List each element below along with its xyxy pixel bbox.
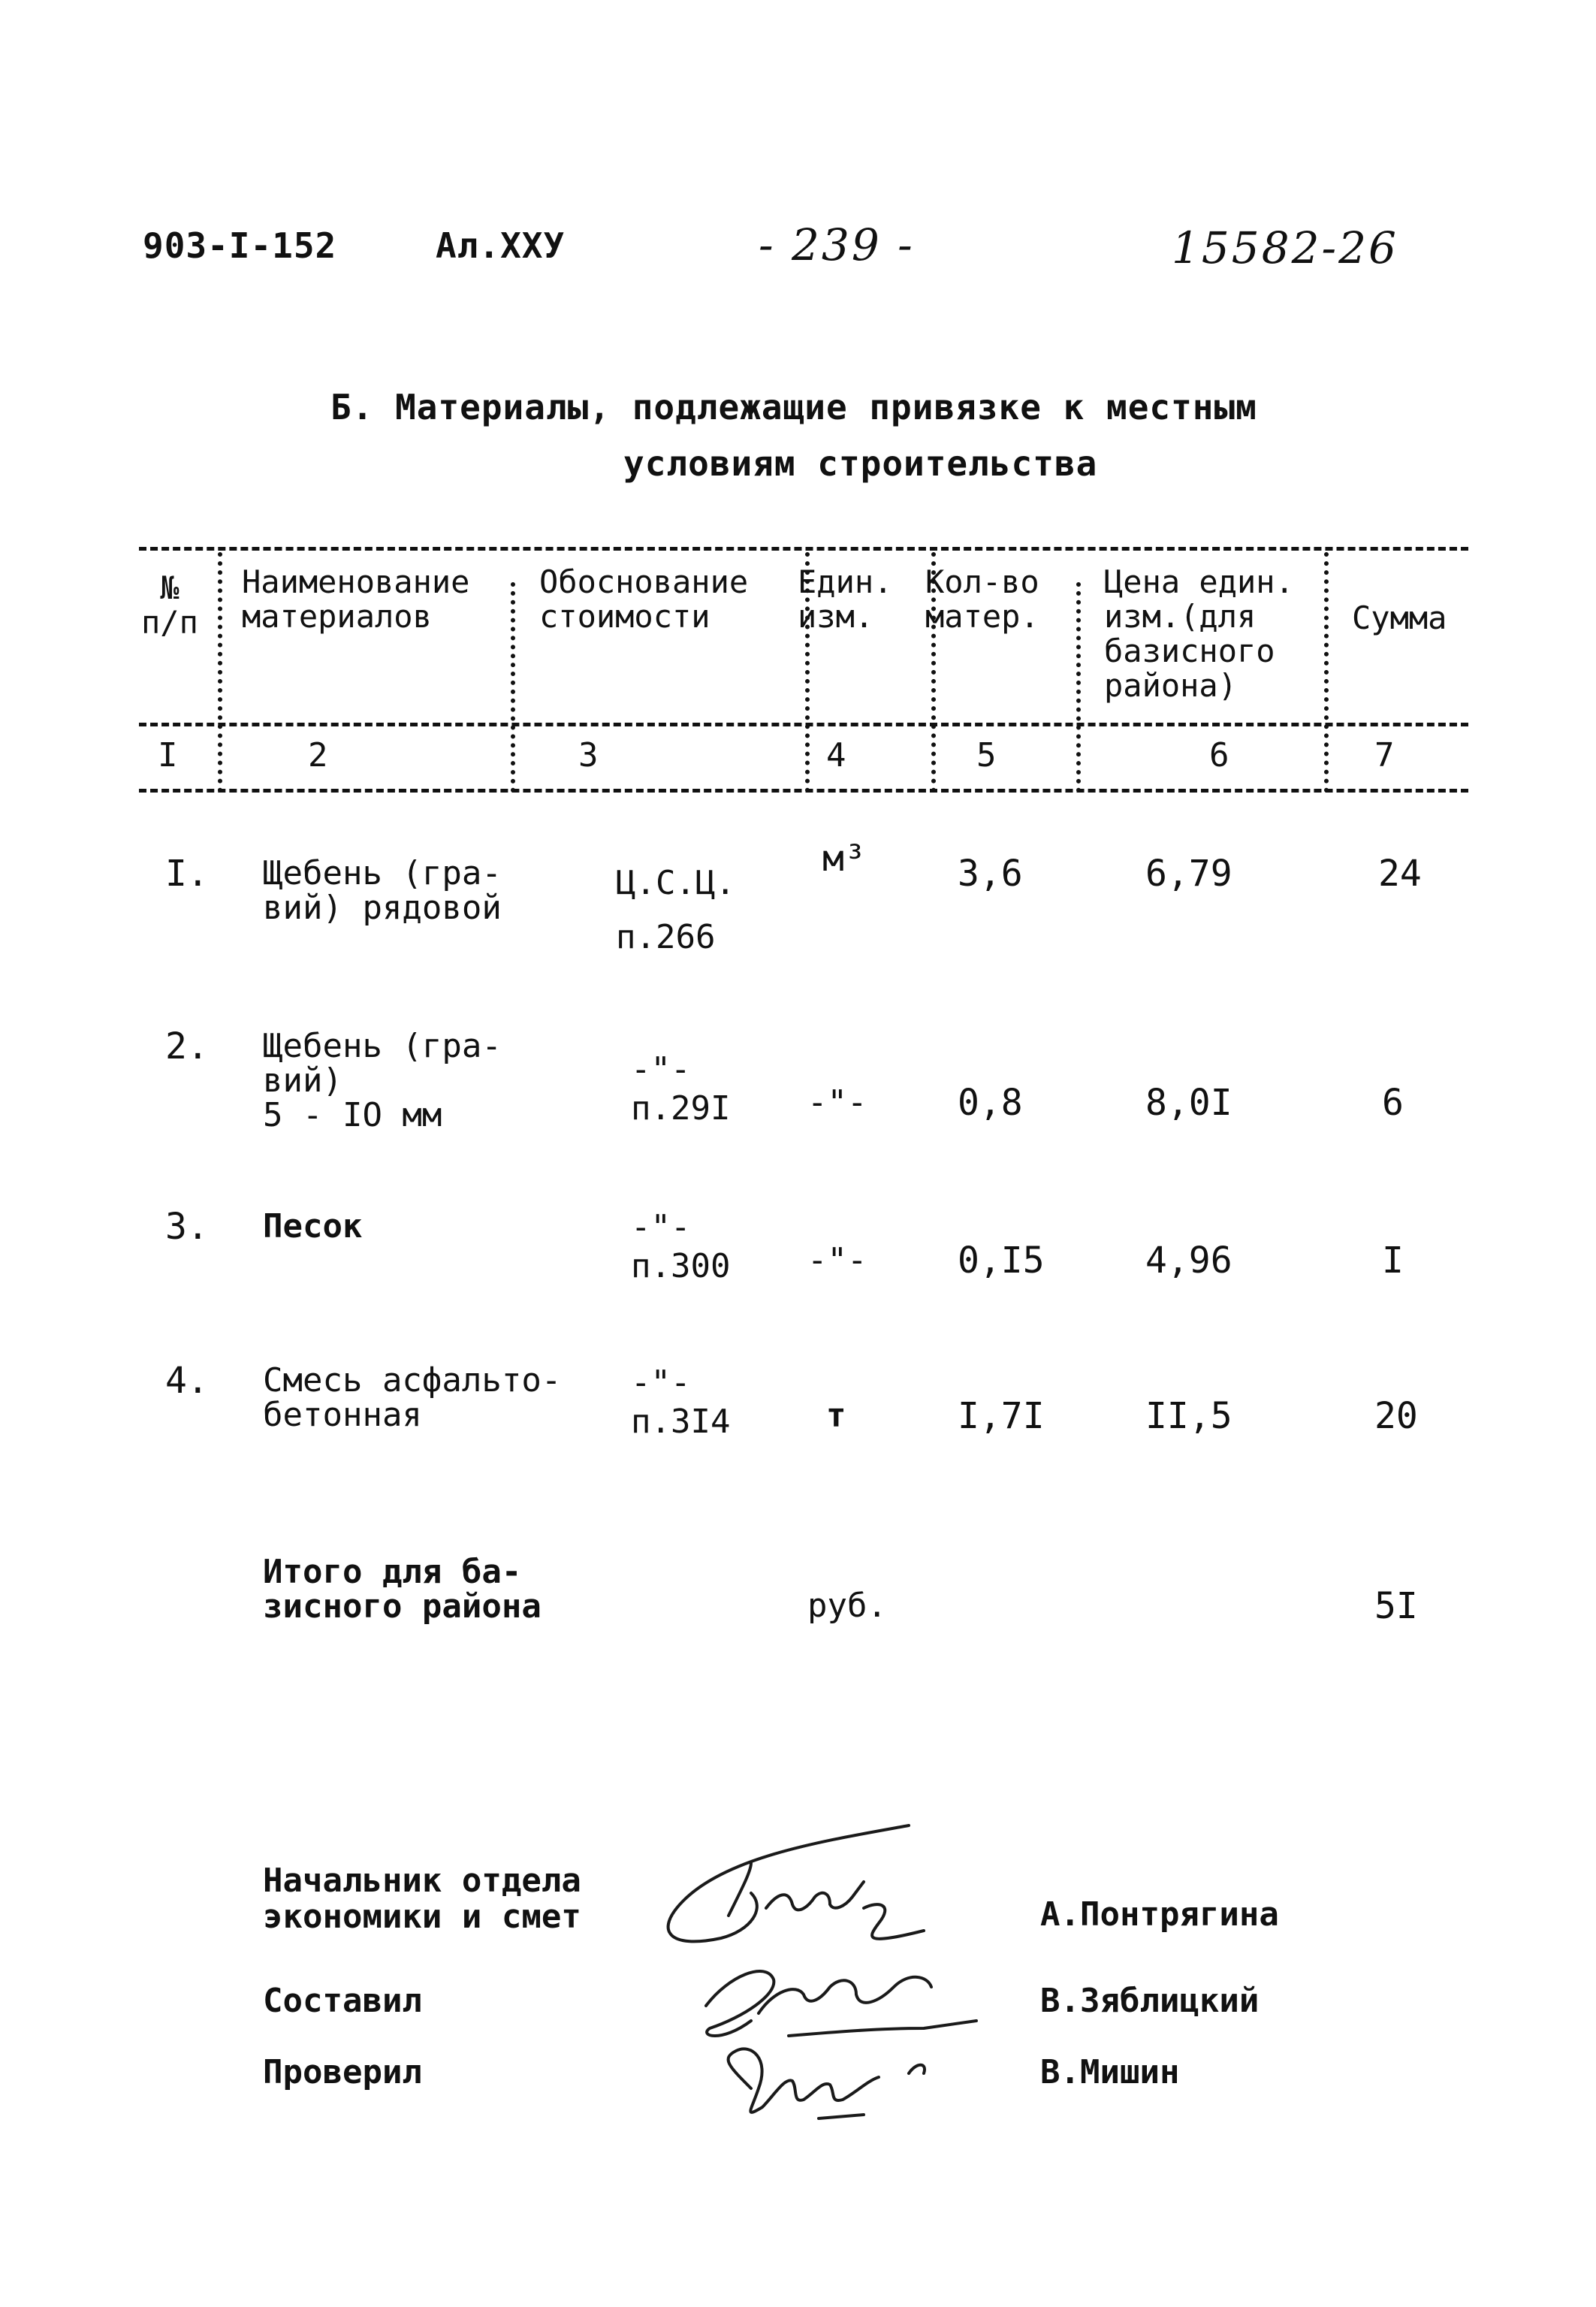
unit-price: 4,96 bbox=[1145, 1240, 1232, 1282]
signatory-name: В.Зяблицкий bbox=[1040, 1982, 1260, 2020]
header-quantity: Кол-во матер. bbox=[925, 563, 1039, 635]
signature-scribble bbox=[668, 1825, 924, 1941]
header-unit: Един. изм. bbox=[798, 563, 893, 635]
column-number: 5 bbox=[976, 736, 997, 775]
row-sum: 6 bbox=[1382, 1082, 1404, 1124]
header-number: № п/п bbox=[141, 569, 198, 641]
unit: -"- bbox=[807, 1083, 867, 1122]
row-number: 2. bbox=[165, 1025, 209, 1067]
unit: т bbox=[826, 1397, 846, 1435]
column-separator bbox=[1076, 582, 1081, 793]
page-number: - 239 - bbox=[759, 219, 915, 270]
column-number: 7 bbox=[1374, 736, 1395, 775]
signature-role: Проверил bbox=[263, 2053, 422, 2091]
doc-code: 903-I-152 bbox=[143, 225, 337, 266]
column-separator bbox=[218, 552, 222, 793]
unit-price: II,5 bbox=[1145, 1395, 1232, 1437]
quantity: 3,6 bbox=[958, 853, 1023, 895]
material-name: Смесь асфальто- бетонная bbox=[263, 1361, 562, 1434]
column-number: 2 bbox=[308, 736, 328, 775]
quantity: 0,I5 bbox=[958, 1240, 1045, 1282]
column-number: I bbox=[158, 736, 178, 775]
total-sum: 5I bbox=[1374, 1585, 1418, 1627]
signature-role: Составил bbox=[263, 1982, 422, 2020]
row-number: 3. bbox=[165, 1206, 209, 1248]
unit: м³ bbox=[822, 838, 866, 880]
row-number: 4. bbox=[165, 1360, 209, 1402]
signature-scribble bbox=[729, 2049, 925, 2118]
column-number: 6 bbox=[1209, 736, 1229, 775]
column-number: 4 bbox=[826, 736, 846, 775]
header-material-name: Наименование материалов bbox=[242, 563, 470, 635]
album-number: Ал.XXУ bbox=[436, 225, 566, 266]
total-label: Итого для ба- зисного района bbox=[263, 1553, 542, 1626]
unit: -"- bbox=[807, 1241, 867, 1279]
cost-basis: Ц.С.Ц. п.266 bbox=[616, 864, 735, 956]
column-separator bbox=[511, 582, 515, 793]
quantity: I,7I bbox=[958, 1395, 1045, 1437]
cost-basis: -"- п.29I bbox=[631, 1050, 731, 1128]
row-sum: 20 bbox=[1374, 1395, 1418, 1437]
signatory-name: А.Понтрягина bbox=[1040, 1895, 1279, 1934]
total-unit: руб. bbox=[807, 1587, 887, 1625]
signature-role: Начальник отдела экономики и смет bbox=[263, 1862, 581, 1936]
row-sum: 24 bbox=[1378, 853, 1422, 895]
header-unit-price: Цена един. изм.(для базисного района) bbox=[1104, 563, 1294, 704]
column-separator bbox=[1324, 552, 1329, 793]
header-bottom-rule bbox=[139, 723, 1468, 726]
material-name: Песок bbox=[263, 1207, 363, 1246]
header-sum: Сумма bbox=[1352, 599, 1447, 636]
inventory-number: 15582-26 bbox=[1172, 222, 1398, 273]
quantity: 0,8 bbox=[958, 1082, 1023, 1124]
column-numbers-rule bbox=[139, 789, 1468, 793]
signatory-name: В.Мишин bbox=[1040, 2053, 1180, 2091]
column-number: 3 bbox=[578, 736, 599, 775]
table-top-rule bbox=[139, 547, 1468, 551]
cost-basis: -"- п.300 bbox=[631, 1208, 731, 1285]
signature-scribble bbox=[706, 1971, 976, 2036]
cost-basis: -"- п.3I4 bbox=[631, 1363, 731, 1441]
material-name: Щебень (гра- вий) 5 - IO мм bbox=[263, 1027, 502, 1134]
row-number: I. bbox=[165, 853, 209, 895]
handwritten-signatures bbox=[638, 1818, 1029, 2164]
section-title-line1: Б. Материалы, подлежащие привязке к местным bbox=[330, 387, 1257, 427]
unit-price: 6,79 bbox=[1145, 853, 1232, 895]
unit-price: 8,0I bbox=[1145, 1082, 1232, 1124]
material-name: Щебень (гра- вий) рядовой bbox=[263, 854, 502, 927]
section-title-line2: условиям строительства bbox=[623, 443, 1098, 484]
header-cost-basis: Обоснование стоимости bbox=[539, 563, 749, 635]
row-sum: I bbox=[1382, 1240, 1404, 1282]
